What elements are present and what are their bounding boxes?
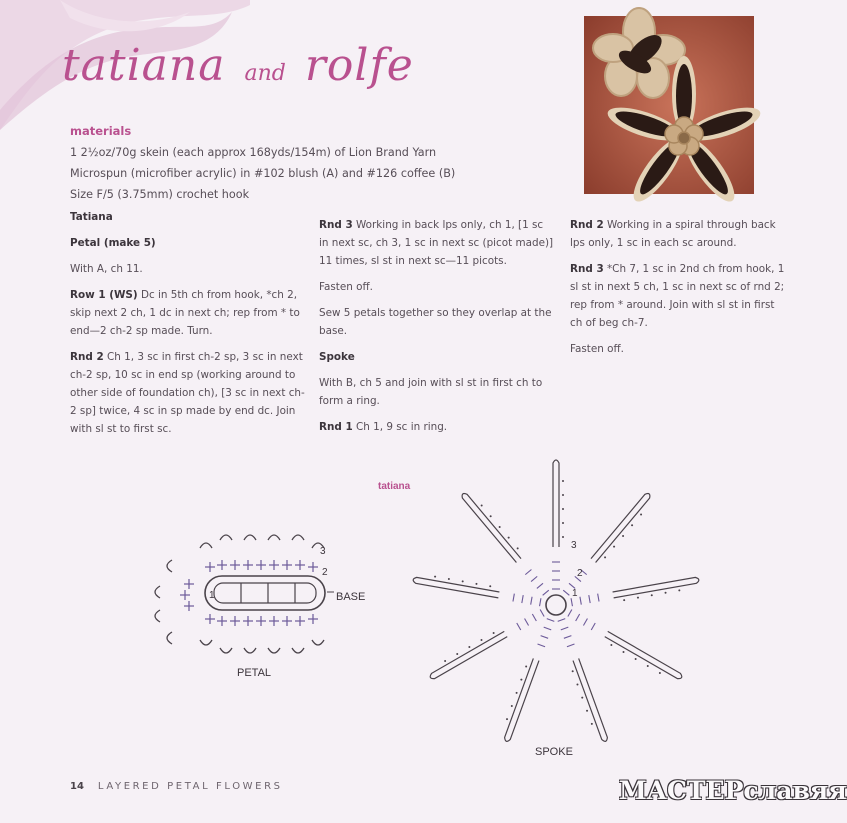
spoke-rnd-1-text: Ch 1, 9 sc in ring. <box>352 421 448 433</box>
section-name: LAYERED PETAL FLOWERS <box>97 781 283 792</box>
spoke-chain <box>613 577 699 597</box>
spoke-dot <box>665 592 667 594</box>
spoke-dot <box>637 597 639 599</box>
petal-subhead: Petal (make 5) <box>70 237 156 249</box>
spoke-dot <box>622 535 624 537</box>
spoke-dot <box>623 599 625 601</box>
instructions-column-1 <box>70 208 310 446</box>
spoke-rnd-2-text: Working in a spiral through back lps only, 1 sc in each sc around. <box>570 219 776 249</box>
materials-color: Microspun (microfiber acrylic) in #102 blush (A) and #126 coffee (B) <box>70 167 456 180</box>
spoke-stitch <box>532 614 536 621</box>
spoke-stitch <box>522 595 523 603</box>
spoke-dot <box>623 651 625 653</box>
spoke-rnd-3-label: Rnd 3 <box>570 263 604 275</box>
spoke-dot <box>562 494 564 496</box>
spoke-stitch <box>580 597 581 605</box>
crochet-diagram <box>0 460 800 760</box>
spoke-chain <box>413 577 499 597</box>
spoke-dot <box>508 537 510 539</box>
spoke-chain <box>591 494 650 563</box>
spoke-stitch <box>540 610 544 617</box>
spoke-stitch <box>583 619 587 626</box>
spoke-rnd-3 <box>570 260 785 332</box>
petal-label: PETAL <box>237 667 272 679</box>
base-label: BASE <box>336 591 366 603</box>
spoke-stitch <box>538 644 546 647</box>
spoke-stitch <box>544 627 552 630</box>
spoke-dot <box>659 672 661 674</box>
spoke-rnd-1-label: Rnd 1 <box>319 421 353 433</box>
spoke-stitch <box>591 623 595 630</box>
fasten-off: Fasten off. <box>319 281 373 293</box>
spoke-stitch <box>564 636 572 639</box>
spoke-chain <box>605 631 682 678</box>
spoke-label: SPOKE <box>535 746 573 758</box>
sew-petals: Sew 5 petals together so they overlap at the base. <box>319 307 552 337</box>
spoke-row-label-3: 3 <box>571 540 577 551</box>
spoke-dot <box>525 666 527 668</box>
page-footer <box>70 781 283 792</box>
title-tatiana: tatiana <box>62 40 226 91</box>
petal-start: With A, ch 11. <box>70 263 143 275</box>
spoke-stitch <box>589 595 590 603</box>
spoke-dot <box>591 723 593 725</box>
spoke-dot <box>448 578 450 580</box>
spoke-fasten-off: Fasten off. <box>570 343 624 355</box>
spoke-stitch <box>537 583 543 588</box>
spoke-rnd-1 <box>319 418 555 436</box>
spoke-dot <box>562 508 564 510</box>
spoke-dot <box>499 526 501 528</box>
petal-row-label-3: 3 <box>320 546 326 557</box>
spoke-dot <box>604 556 606 558</box>
spoke-rnd-3-text: *Ch 7, 1 sc in 2nd ch from hook, 1 sl st in next 5 ch, 1 sc in next sc of rnd 2; rep from * around. Join with sl st in first ch of beg ch-7. <box>570 263 785 329</box>
materials-yarn: 1 2½oz/70g skein (each approx 168yds/154m) of Lion Brand Yarn <box>70 146 437 159</box>
spoke-stitch <box>563 590 569 595</box>
spoke-dot <box>613 546 615 548</box>
rnd-2-text: Ch 1, 3 sc in first ch-2 sp, 3 sc in next ch-2 sp, 10 sc in end sp (working around to other side of foundation ch), [3 sc in next ch-2 sp] twice, 4 sc in sp made by end dc. Join with sl st to first sc. <box>70 351 305 435</box>
spoke-stitch <box>567 644 575 647</box>
spoke-stitch <box>547 619 555 622</box>
spoke-stitch <box>558 619 566 622</box>
row-1-label: Row 1 (WS) <box>70 289 138 301</box>
spoke-dot <box>520 679 522 681</box>
spoke-stitch <box>540 598 541 606</box>
spoke-stitch <box>598 594 599 602</box>
spoke-rnd-2-label: Rnd 2 <box>570 219 604 231</box>
spoke-stitch <box>531 597 532 605</box>
materials-heading: materials <box>70 124 132 138</box>
spoke-dot <box>678 589 680 591</box>
spoke-dot <box>562 522 564 524</box>
petal-row-label-2: 2 <box>322 567 328 578</box>
spoke-chain <box>430 631 507 678</box>
spoke-dot <box>480 639 482 641</box>
petal-rnd-2 <box>70 348 310 438</box>
row-1-text: Dc in 5th ch from hook, *ch 2, skip next 2 ch, 1 dc in next ch; rep from * to end—2 ch-2 sp made. Turn. <box>70 289 300 337</box>
spoke-dot <box>475 583 477 585</box>
spoke-stitch <box>525 619 529 626</box>
spoke-dot <box>610 644 612 646</box>
spoke-dot <box>647 665 649 667</box>
rnd-2-label: Rnd 2 <box>70 351 104 363</box>
page-number: 14 <box>70 781 84 792</box>
spoke-dot <box>490 515 492 517</box>
spoke-stitch <box>561 627 569 630</box>
spoke-dot <box>640 514 642 516</box>
title-rolfe: rolfe <box>304 40 414 91</box>
spoke-start: With B, ch 5 and join with sl st in first ch to form a ring. <box>319 377 543 407</box>
spoke-dot <box>444 660 446 662</box>
spoke-row-label-2: 2 <box>577 568 583 579</box>
spoke-dot <box>586 710 588 712</box>
spoke-dot <box>572 670 574 672</box>
watermark-logo: МАСТЕРславяя <box>619 776 847 805</box>
spoke-dot <box>481 505 483 507</box>
spoke-dot <box>576 683 578 685</box>
spoke-stitch <box>531 576 537 581</box>
spoke-stitch <box>543 590 549 595</box>
spoke-stitch <box>517 623 521 630</box>
spoke-dot <box>489 585 491 587</box>
petal-chart <box>155 535 365 679</box>
spoke-dot <box>651 594 653 596</box>
spoke-rnd-2 <box>570 216 785 252</box>
spoke-chain <box>505 658 539 741</box>
spoke-dot <box>517 547 519 549</box>
spoke-dot <box>516 692 518 694</box>
flowers-photo <box>584 16 754 194</box>
spoke-dot <box>511 705 513 707</box>
materials-section <box>70 121 550 205</box>
spoke-dot <box>456 653 458 655</box>
spoke-dot <box>434 576 436 578</box>
spoke-chain <box>462 494 521 563</box>
instructions-column-3 <box>570 216 785 366</box>
spoke-dot <box>631 524 633 526</box>
spoke-stitch <box>568 610 572 617</box>
spoke-dot <box>493 632 495 634</box>
spoke-dot <box>635 658 637 660</box>
materials-hook: Size F/5 (3.75mm) crochet hook <box>70 188 250 201</box>
spoke-chain <box>553 460 559 547</box>
spoke-dot <box>581 697 583 699</box>
spoke-dot <box>562 480 564 482</box>
spoke-stitch <box>576 614 580 621</box>
spoke-stitch <box>571 598 572 606</box>
spoke-chart <box>413 460 699 758</box>
spoke-stitch <box>513 594 514 602</box>
spoke-dot <box>562 536 564 538</box>
instructions-column-2 <box>319 216 555 444</box>
page-title <box>62 40 414 91</box>
spoke-row-label-1: 1 <box>572 588 578 599</box>
diagram-caption: tatiana <box>378 481 411 492</box>
spoke-chain <box>573 658 607 741</box>
spoke-stitch <box>525 569 531 574</box>
title-and: and <box>244 61 286 86</box>
rnd-3-label: Rnd 3 <box>319 219 353 231</box>
petal-row-label-1: 1 <box>209 590 215 601</box>
spoke-dot <box>506 718 508 720</box>
petal-row-1 <box>70 286 310 340</box>
petal-rnd-3 <box>319 216 555 270</box>
spoke-dot <box>462 580 464 582</box>
rnd-3-text: Working in back lps only, ch 1, [1 sc in next sc, ch 3, 1 sc in next sc (picot made)] 11 times, sl st in next sc—11 picots. <box>319 219 554 267</box>
spoke-stitch <box>541 636 549 639</box>
section-title-tatiana: Tatiana <box>70 211 113 223</box>
spoke-subhead: Spoke <box>319 351 355 363</box>
spoke-dot <box>468 646 470 648</box>
